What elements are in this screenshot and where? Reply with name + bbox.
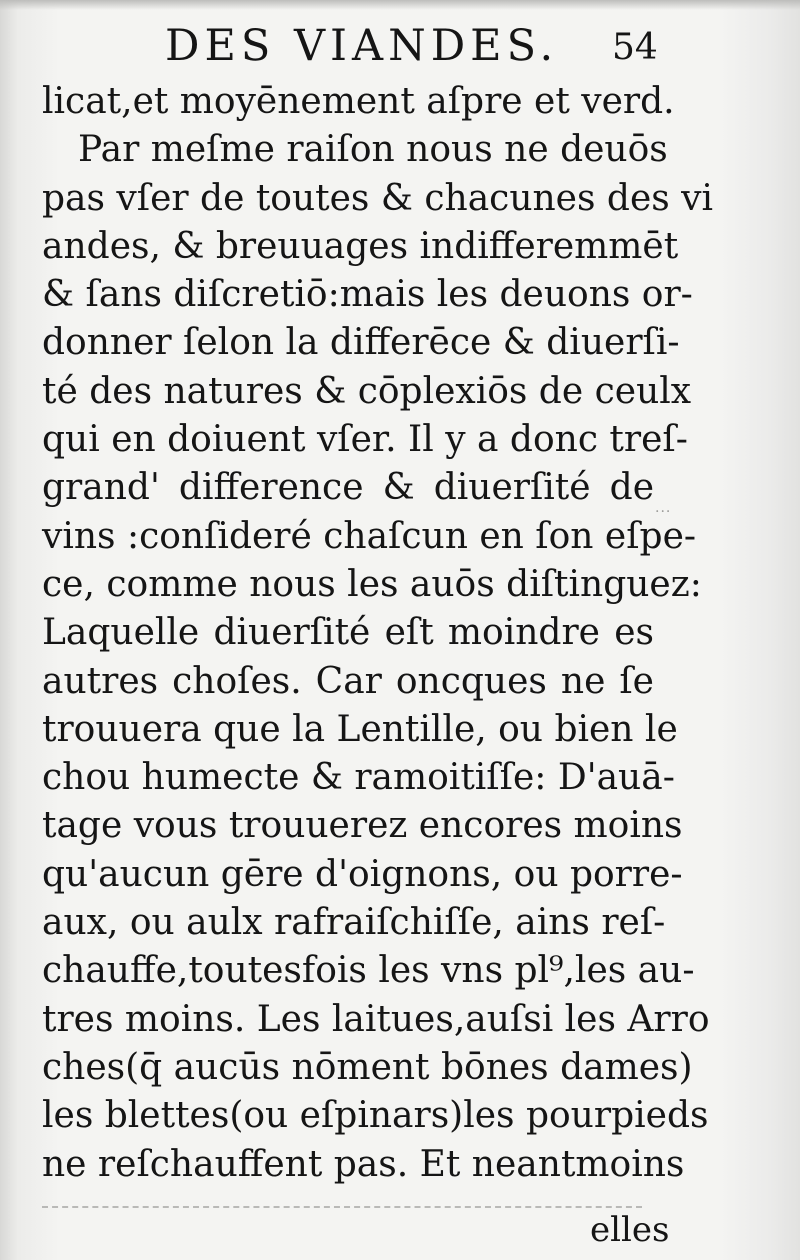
text-line: andes, & breuuages indifferemmēt (42, 225, 679, 267)
running-head: DES VIANDES. (165, 21, 559, 71)
text-line: qui en doiuent vſer. Il y a donc treſ- (42, 419, 688, 461)
text-line: & ſans diſcretiō:mais les deuons or- (42, 274, 693, 316)
text-line: chauffe,toutesfois les vns pl⁹,les au- (42, 950, 695, 992)
text-line: trouuera que la Lentille, ou bien le (42, 708, 678, 750)
text-line: vins :conſideré chaſcun en ſon eſpe- (42, 515, 697, 557)
page-number: 54 (612, 27, 658, 68)
text-line: pas vſer de toutes & chacunes des vi (42, 177, 714, 219)
text-line: grand' difference & diuerſité de (42, 467, 654, 509)
text-line: qu'aucun gēre d'oignons, ou porre- (42, 853, 683, 895)
text-line: ne reſchauffent pas. Et neantmoins (42, 1143, 685, 1185)
text-line: tage vous trouuerez encores moins (42, 805, 683, 847)
text-line: Laquelle diuerſité eſt moindre es (42, 612, 654, 654)
body-text (42, 78, 714, 1189)
text-line: licat,et moyēnement aſpre et verd. (42, 81, 675, 122)
text-line: té des natures & cōplexiōs de ceulx (42, 370, 692, 412)
text-line: autres choſes. Car oncques ne ſe (42, 660, 654, 702)
bottom-rule (42, 1206, 642, 1208)
text-line: les blettes(ou eſpinars)les pourpieds (42, 1095, 709, 1137)
text-line: tres moins. Les laitues,auſsi les Arro (42, 998, 710, 1040)
catchword: elles (590, 1210, 670, 1250)
text-line: ches(q̄ aucūs nōment bōnes dames) (42, 1046, 693, 1088)
margin-bleed-through: ... (655, 500, 672, 516)
text-line: chou humecte & ramoitiſſe: D'auā- (42, 757, 675, 799)
text-line: ce, comme nous les auōs diſtinguez: (42, 563, 702, 605)
text-line: aux, ou aulx rafraiſchiſſe, ains reſ- (42, 902, 666, 944)
text-line: Par meſme raiſon nous ne deuōs (78, 129, 668, 171)
text-line: donner ſelon la differēce & diuerſi- (42, 322, 680, 364)
page-top-edge (0, 0, 800, 10)
page-header (0, 14, 800, 74)
